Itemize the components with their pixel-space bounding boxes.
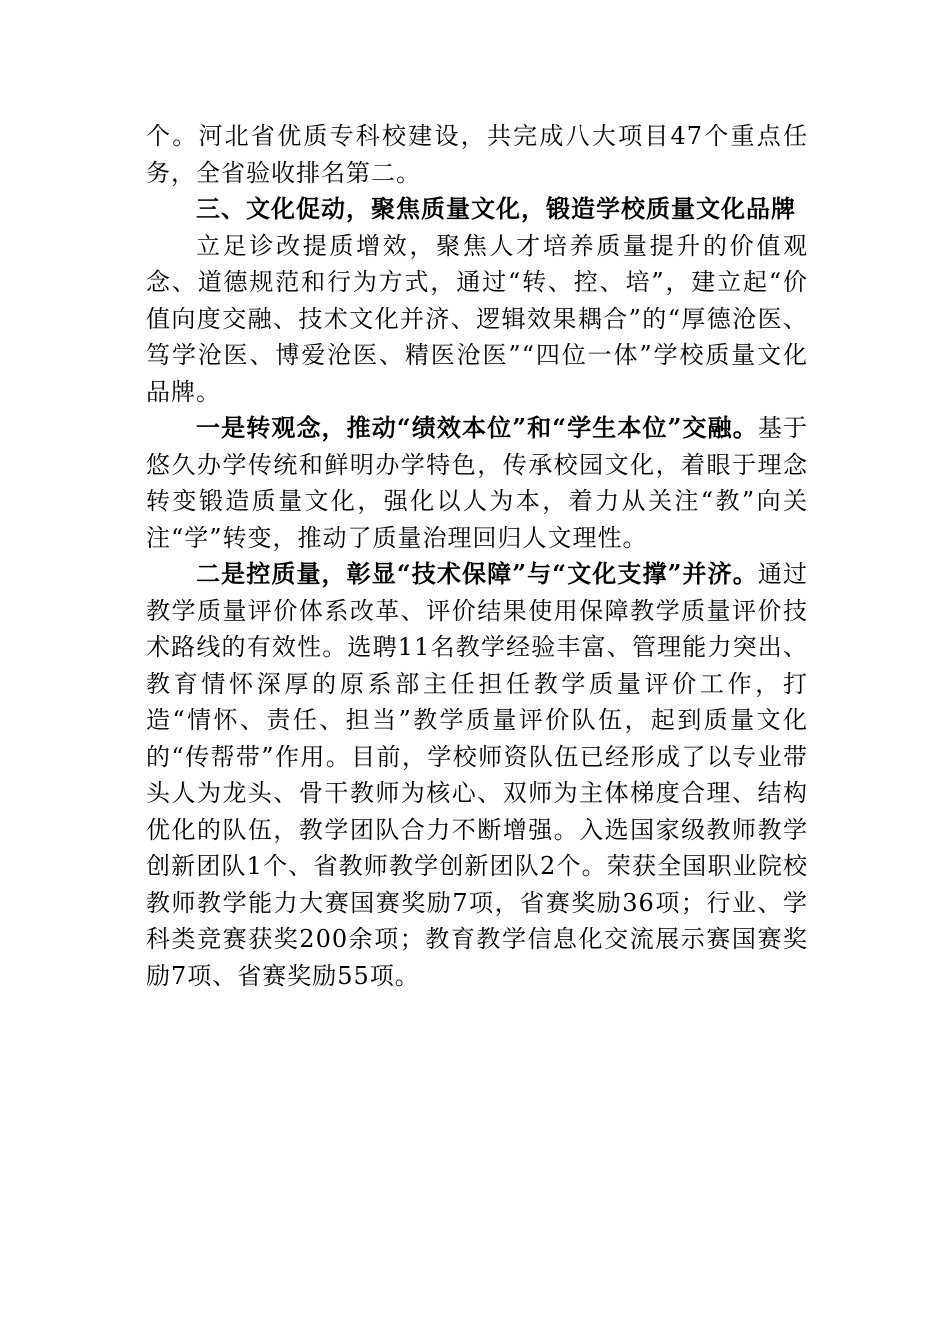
paragraph-control-quality — [146, 556, 808, 994]
paragraph-intro: 立足诊改提质增效，聚焦人才培养质量提升的价值观念、道德规范和行为方式，通过“转、控、培”，建立起“价值向度交融、技术文化并济、逻辑效果耦合”的“厚德沧医、笃学沧医、博爱沧医、精医沧医”“四位一体”学校质量文化品牌。 — [146, 231, 808, 406]
paragraph-body: 基于悠久办学传统和鲜明办学特色，传承校园文化，着眼于理念转变锻造质量文化，强化以人为本，着力从关注“教”向关注“学”转变，推动了质量治理回归人文理性。 — [146, 414, 809, 552]
paragraph-change-concept — [146, 410, 808, 556]
section-heading: 三、文化促动，聚焦质量文化，锻造学校质量文化品牌 — [196, 194, 796, 223]
paragraph-lead: 一是转观念，推动“绩效本位”和“学生本位”交融。 — [196, 413, 758, 442]
paragraph-body: 通过教学质量评价体系改革、评价结果使用保障教学质量评价技术路线的有效性。选聘11名教学经验丰富、管理能力突出、教育情怀深厚的原系部主任担任教学质量评价工作，打造“情怀、责任、担当”教学质量评价队伍，起到质量文化的“传帮带”作用。目前，学校师资队伍已经形成了以专业带头人为龙头、骨干教师为核心、双师为主体梯度合理、结构优化的队伍，教学团队合力不断增强。入选国家级教师教学创新团队1个、省教师教学创新团队2个。荣获全国职业院校教师教学能力大赛国赛奖励7项，省赛奖励36项；行业、学科类竞赛获奖200余项；教育教学信息化交流展示赛国赛奖励7项、省赛奖励55项。 — [146, 560, 809, 990]
paragraph-lead: 二是控质量，彰显“技术保障”与“文化支撑”并济。 — [196, 559, 758, 588]
paragraph-continued: 个。河北省优质专科校建设，共完成八大项目47个重点任务，全省验收排名第二。 — [146, 122, 808, 187]
document-page — [146, 118, 808, 994]
